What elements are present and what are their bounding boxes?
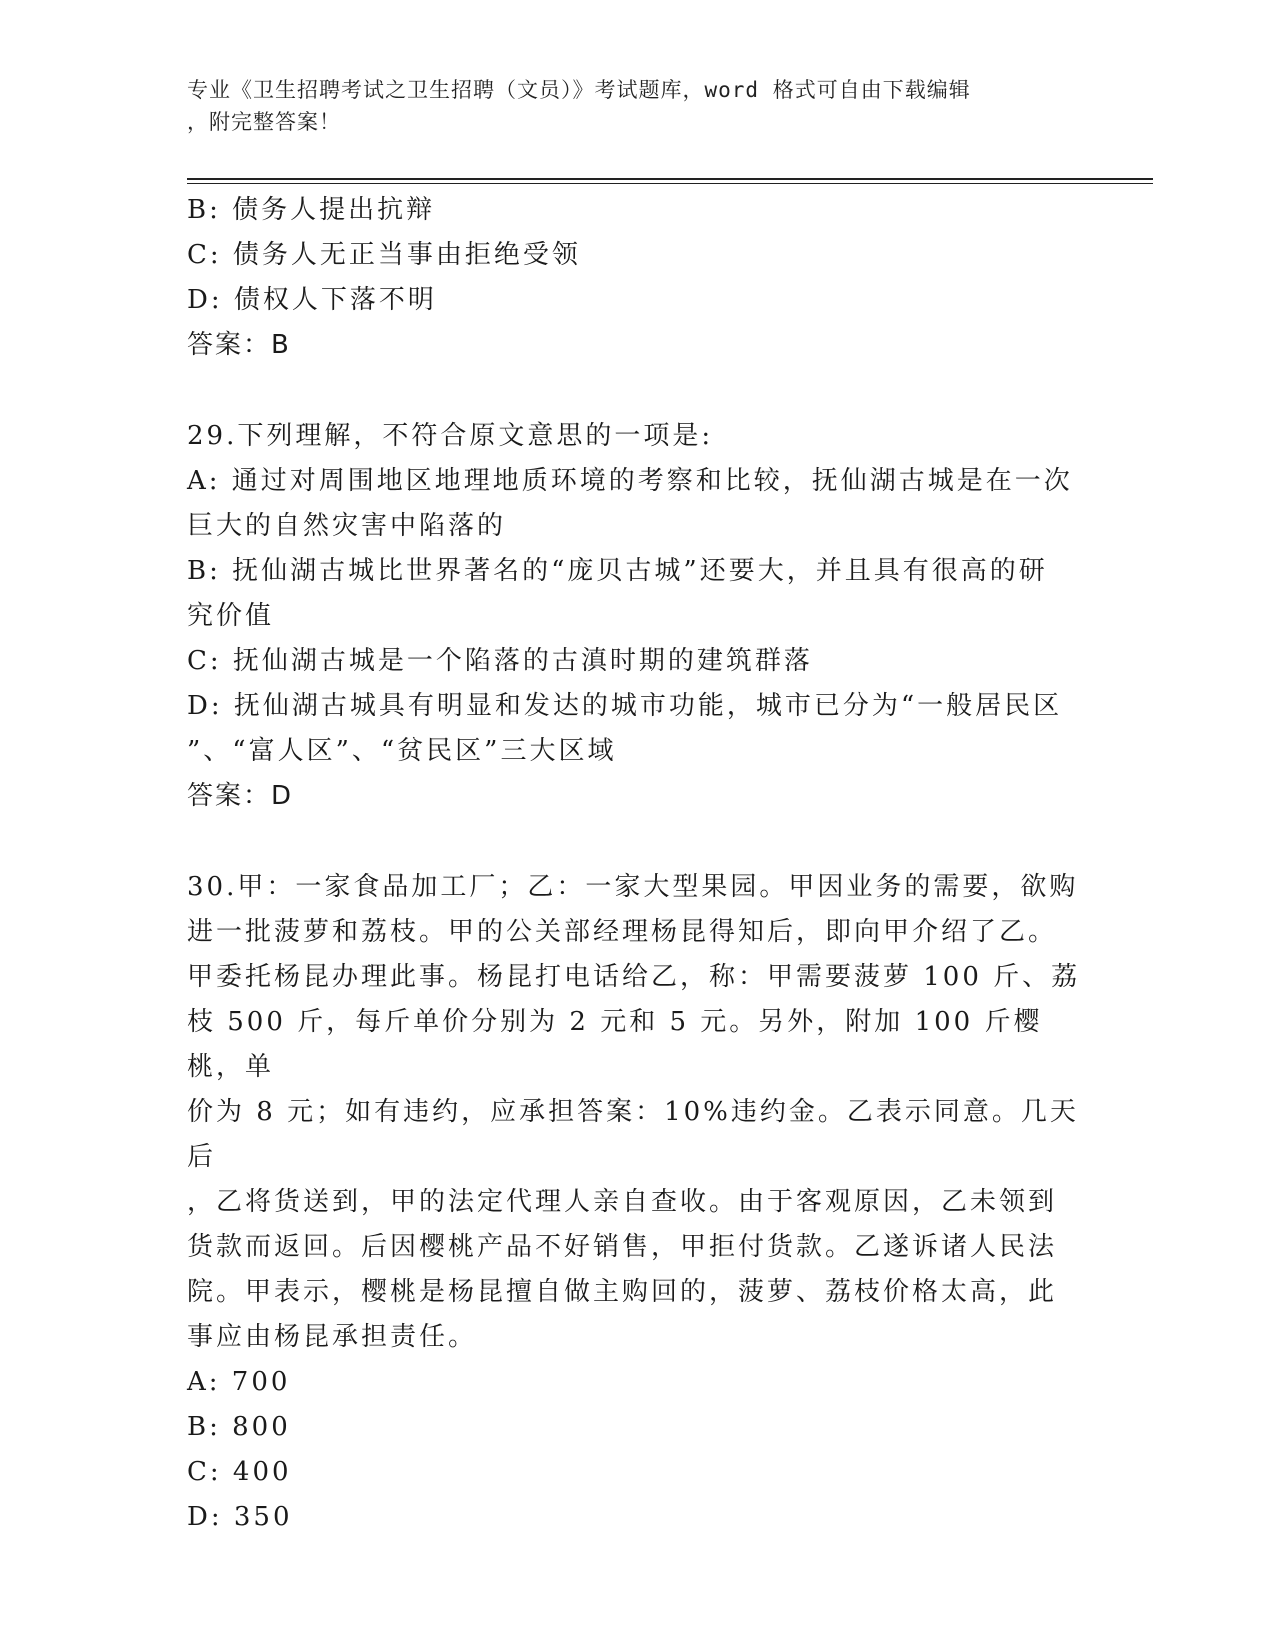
q30-option-b: B: 800 xyxy=(187,1412,291,1442)
q30-stem-line: 30.甲：一家食品加工厂；乙：一家大型果园。甲因业务的需要，欲购 xyxy=(187,872,1079,902)
q29-stem: 29.下列理解，不符合原文意思的一项是: xyxy=(187,421,714,451)
q29-option-b-line-1: B: 抚仙湖古城比世界著名的“庞贝古城”还要大，并且具有很高的研 xyxy=(187,556,1048,586)
q30-stem-line: 货款而返回。后因樱桃产品不好销售，甲拒付货款。乙遂诉诸人民法 xyxy=(187,1232,1058,1262)
q30-stem-line: 甲委托杨昆办理此事。杨昆打电话给乙，称：甲需要菠萝 100 斤、荔 xyxy=(187,962,1081,992)
q30-stem-line: 价为 8 元；如有违约，应承担答案：10%违约金。乙表示同意。几天后 xyxy=(187,1097,1079,1172)
q30-stem-line: 院。甲表示，樱桃是杨昆擅自做主购回的，菠萝、荔枝价格太高，此 xyxy=(187,1277,1058,1307)
q28-option-c: C: 债务人无正当事由拒绝受领 xyxy=(187,240,581,270)
q30-option-d: D: 350 xyxy=(187,1502,293,1532)
question-30 xyxy=(187,865,1087,1540)
q29-option-d-line-2: ”、“富人区”、“贫民区”三大区域 xyxy=(187,736,617,766)
header-line-1: 专业《卫生招聘考试之卫生招聘（文员）》考试题库，word 格式可自由下载编辑 xyxy=(187,78,971,102)
question-28 xyxy=(187,188,1087,368)
document-body xyxy=(187,188,1087,1540)
q29-option-a-line-1: A: 通过对周围地区地理地质环境的考察和比较，抚仙湖古城是在一次 xyxy=(187,466,1073,496)
q29-answer: 答案：D xyxy=(187,781,294,811)
spacer xyxy=(187,368,1087,414)
q30-stem-line: ，乙将货送到，甲的法定代理人亲自查收。由于客观原因，乙未领到 xyxy=(187,1187,1058,1217)
q30-option-a: A: 700 xyxy=(187,1367,291,1397)
q28-option-b: B: 债务人提出抗辩 xyxy=(187,195,436,225)
q29-option-d-line-1: D: 抚仙湖古城具有明显和发达的城市功能，城市已分为“一般居民区 xyxy=(187,691,1063,721)
header-divider-thin xyxy=(187,183,1153,184)
spacer xyxy=(187,819,1087,865)
q29-option-b-line-2: 究价值 xyxy=(187,601,275,631)
q28-option-d: D: 债权人下落不明 xyxy=(187,285,437,315)
q30-stem-line: 事应由杨昆承担责任。 xyxy=(187,1322,478,1352)
document-header xyxy=(187,74,1067,138)
q30-option-c: C: 400 xyxy=(187,1457,292,1487)
q28-answer: 答案：B xyxy=(187,330,291,360)
header-line-2: ，附完整答案！ xyxy=(187,110,341,134)
q30-stem xyxy=(187,865,1087,1360)
question-29 xyxy=(187,414,1087,819)
q29-option-c: C: 抚仙湖古城是一个陷落的古滇时期的建筑群落 xyxy=(187,646,813,676)
q29-option-a-line-2: 巨大的自然灾害中陷落的 xyxy=(187,511,507,541)
q30-stem-line: 进一批菠萝和荔枝。甲的公关部经理杨昆得知后，即向甲介绍了乙。 xyxy=(187,917,1058,947)
q30-stem-line: 枝 500 斤，每斤单价分别为 2 元和 5 元。另外，附加 100 斤樱桃，单 xyxy=(187,1007,1043,1082)
header-divider-thick xyxy=(187,178,1153,180)
